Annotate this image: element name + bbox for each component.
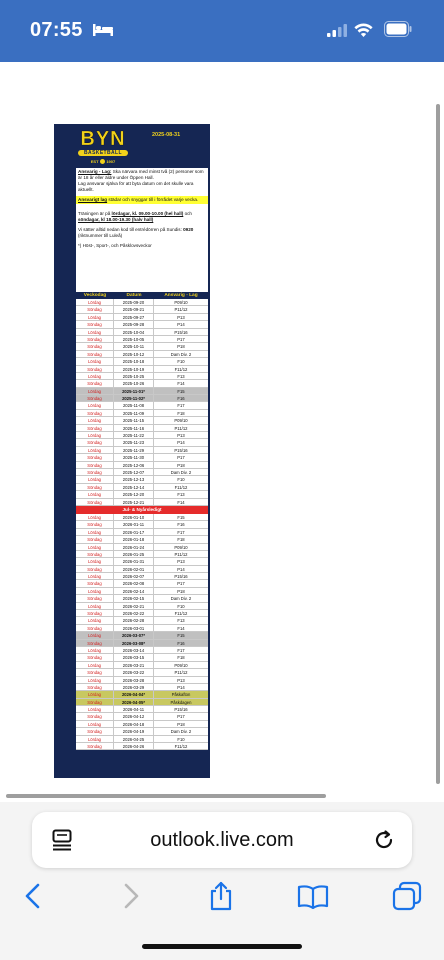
row-weekday: Söndag: [76, 728, 114, 734]
table-row: [76, 373, 208, 380]
address-bar[interactable]: [32, 812, 412, 868]
row-team: F13: [177, 618, 185, 624]
table-row: [76, 410, 208, 417]
schedule-notes: [76, 168, 208, 292]
row-team: P18: [177, 462, 185, 468]
row-team: P13: [177, 559, 185, 565]
row-weekday: Söndag: [76, 469, 114, 475]
row-team: P17: [177, 336, 185, 342]
schedule-date: 2025-08-31: [152, 132, 181, 138]
table-row: [76, 580, 208, 587]
row-team: P09/10: [174, 418, 188, 424]
row-team: P13: [177, 677, 185, 683]
table-row: [76, 610, 208, 617]
row-weekday: Lördag: [76, 514, 114, 520]
table-row: [76, 351, 208, 358]
row-date: 2026-03-01: [114, 625, 154, 631]
row-team: P18: [177, 721, 185, 727]
row-weekday: Söndag: [76, 743, 114, 749]
table-row: [76, 299, 208, 306]
row-date: 2026-03-07*: [114, 632, 154, 638]
row-date: 2025-11-01*: [114, 388, 154, 394]
table-row: [76, 632, 208, 639]
row-weekday: Lördag: [76, 632, 114, 638]
row-weekday: Söndag: [76, 625, 114, 631]
row-team: F17: [177, 647, 185, 653]
row-team: P13: [177, 433, 185, 439]
row-team: F10: [177, 477, 185, 483]
row-date: 2025-10-05: [114, 336, 154, 342]
row-date: 2025-11-15: [114, 417, 154, 423]
row-weekday: Söndag: [76, 306, 114, 312]
row-team: P18: [177, 588, 185, 594]
row-weekday: Söndag: [76, 713, 114, 719]
table-row: [76, 625, 208, 632]
row-team: F10: [177, 736, 185, 742]
reload-icon[interactable]: [372, 828, 396, 852]
row-date: 2026-04-12: [114, 713, 154, 719]
row-weekday: Söndag: [76, 462, 114, 468]
note-swap: Lag ansvarar själva för att byta datum om det skulle vara aktuellt.: [78, 181, 194, 192]
row-date: 2026-04-05*: [114, 699, 154, 705]
table-row: [76, 551, 208, 558]
row-team: P09/10: [174, 544, 188, 550]
url-text[interactable]: outlook.live.com: [150, 829, 294, 851]
table-row: [76, 736, 208, 743]
row-team: P15/16: [174, 329, 188, 335]
row-date: 2026-02-07: [114, 573, 154, 579]
row-weekday: Lördag: [76, 432, 114, 438]
row-date: 2026-02-08: [114, 580, 154, 586]
row-team: F18: [177, 655, 185, 661]
horizontal-scrollbar[interactable]: [6, 794, 326, 798]
row-date: 2026-02-01: [114, 566, 154, 572]
row-team: F18: [177, 537, 185, 543]
row-date: 2026-04-26: [114, 743, 154, 749]
row-team: P17: [177, 581, 185, 587]
note-responsible: Ansvarig - Lag: Ska närvara med minst två (2) personer som är 18 år eller äldre under Öppen Hall.: [78, 169, 204, 180]
row-date: 2025-09-28: [114, 321, 154, 327]
row-weekday: Lördag: [76, 721, 114, 727]
table-row: [76, 529, 208, 536]
table-row: [76, 454, 208, 461]
note-cleaning: Ansvarigt lag städar och snyggar till i förrådet varje vecka.: [76, 196, 208, 204]
row-team: F15: [177, 514, 185, 520]
row-date: 2025-11-22: [114, 432, 154, 438]
row-date: 2026-03-08*: [114, 640, 154, 646]
row-weekday: Söndag: [76, 425, 114, 431]
row-weekday: Lördag: [76, 299, 114, 305]
table-row: [76, 647, 208, 654]
row-weekday: Söndag: [76, 499, 114, 505]
logo-basketball-bar: BASKETBALL: [78, 150, 128, 156]
table-row: [76, 654, 208, 661]
row-weekday: Lördag: [76, 329, 114, 335]
row-weekday: Söndag: [76, 610, 114, 616]
row-weekday: Lördag: [76, 491, 114, 497]
row-team: P14: [177, 440, 185, 446]
note-training: Träningen är på lördagar, kl. 09.00-10.00 (hel hall) och söndagar, kl 18.00-19.30 (halv hall): [78, 211, 192, 222]
row-team: Dam Div. 2: [170, 351, 192, 357]
row-team: F17: [177, 529, 185, 535]
row-weekday: Lördag: [76, 617, 114, 623]
row-weekday: Söndag: [76, 454, 114, 460]
row-date: 2026-03-28: [114, 677, 154, 683]
table-row: [76, 669, 208, 676]
row-weekday: Lördag: [76, 706, 114, 712]
row-date: 2025-09-21: [114, 306, 154, 312]
row-weekday: Lördag: [76, 544, 114, 550]
table-row: [76, 417, 208, 424]
table-row: [76, 432, 208, 439]
table-row: [76, 499, 208, 506]
row-team: P14: [177, 566, 185, 572]
row-team: F16: [177, 396, 185, 402]
table-row: [76, 713, 208, 720]
row-weekday: Söndag: [76, 669, 114, 675]
table-row: [76, 358, 208, 365]
table-row: [76, 514, 208, 521]
row-team: P09/10: [174, 662, 188, 668]
row-date: 2025-11-09: [114, 410, 154, 416]
row-team: P15/16: [174, 707, 188, 713]
sleep-focus-bed-icon: [93, 24, 113, 36]
row-date: 2025-10-26: [114, 380, 154, 386]
row-date: 2025-10-25: [114, 373, 154, 379]
row-date: 2026-04-19: [114, 728, 154, 734]
table-row: [76, 402, 208, 409]
table-row: [76, 603, 208, 610]
row-team: F11/12: [174, 366, 188, 372]
row-team: Dam Div. 2: [170, 729, 192, 735]
row-weekday: Söndag: [76, 580, 114, 586]
row-weekday: Lördag: [76, 647, 114, 653]
row-team: Dam Div. 2: [170, 469, 192, 475]
row-weekday: Lördag: [76, 603, 114, 609]
row-weekday: Söndag: [76, 380, 114, 386]
row-date: 2025-11-29: [114, 447, 154, 453]
table-row: [76, 484, 208, 491]
row-team: P09/10: [174, 300, 188, 305]
table-row: [76, 425, 208, 432]
table-row: [76, 588, 208, 595]
status-time: 07:55: [30, 19, 83, 41]
row-weekday: Söndag: [76, 640, 114, 646]
row-team: F11/12: [174, 611, 188, 617]
row-date: 2026-04-25: [114, 736, 154, 742]
tabs-icon[interactable]: [391, 880, 423, 912]
rows-autumn: [76, 299, 208, 506]
row-date: 2026-02-28: [114, 617, 154, 623]
row-team: F18: [177, 410, 185, 416]
row-date: 2026-02-21: [114, 603, 154, 609]
row-date: 2026-01-18: [114, 536, 154, 542]
header-date: Datum: [126, 293, 142, 298]
row-weekday: Söndag: [76, 566, 114, 572]
row-date: 2025-11-30: [114, 454, 154, 460]
row-date: 2025-12-07: [114, 469, 154, 475]
row-date: 2026-04-11: [114, 706, 154, 712]
table-row: [76, 595, 208, 602]
battery-icon: [384, 21, 412, 37]
row-weekday: Söndag: [76, 336, 114, 342]
header-weekday: Veckodag: [83, 293, 107, 298]
table-row: [76, 462, 208, 469]
table-row: [76, 521, 208, 528]
table-row: [76, 395, 208, 402]
forward-icon[interactable]: [114, 880, 146, 912]
row-weekday: Lördag: [76, 588, 114, 594]
row-team: P17: [177, 714, 185, 720]
row-team: P13: [177, 314, 185, 320]
bookmarks-icon[interactable]: [297, 880, 329, 912]
row-weekday: Söndag: [76, 351, 114, 357]
table-row: [76, 721, 208, 728]
row-date: 2026-04-04*: [114, 691, 154, 697]
table-row: [76, 491, 208, 498]
row-weekday: Söndag: [76, 699, 114, 705]
table-row: [76, 566, 208, 573]
table-row: [76, 544, 208, 551]
row-date: 2025-11-16: [114, 425, 154, 431]
row-weekday: Söndag: [76, 395, 114, 401]
row-date: 2026-02-22: [114, 610, 154, 616]
row-date: 2026-01-10: [114, 514, 154, 520]
logo-wordmark: BYN: [80, 128, 126, 150]
row-date: 2026-03-15: [114, 654, 154, 660]
row-team: Påskdagen: [170, 699, 192, 705]
row-team: P11/12: [174, 425, 188, 431]
table-row: [76, 439, 208, 446]
row-date: 2026-03-22: [114, 669, 154, 675]
schedule-table: [76, 292, 208, 750]
row-weekday: Lördag: [76, 736, 114, 742]
header-team: Ansvarig - Lag: [164, 293, 198, 298]
row-team: P14: [177, 322, 185, 328]
row-weekday: Lördag: [76, 662, 114, 668]
back-icon[interactable]: [18, 880, 50, 912]
row-team: F16: [177, 522, 185, 528]
row-date: 2025-10-04: [114, 329, 154, 335]
row-date: 2026-04-18: [114, 721, 154, 727]
row-team: F13: [177, 492, 185, 498]
row-team: Dam Div. 2: [170, 596, 192, 602]
table-row: [76, 380, 208, 387]
row-weekday: Söndag: [76, 684, 114, 690]
row-date: 2025-11-02*: [114, 395, 154, 401]
row-weekday: Söndag: [76, 366, 114, 372]
row-date: 2025-10-19: [114, 366, 154, 372]
club-logo: [76, 129, 130, 169]
row-date: 2026-01-11: [114, 521, 154, 527]
browser-toolbar: [0, 802, 444, 960]
row-weekday: Lördag: [76, 558, 114, 564]
row-team: F13: [177, 373, 185, 379]
row-date: 2025-12-13: [114, 476, 154, 482]
row-date: 2026-03-29: [114, 684, 154, 690]
row-weekday: Lördag: [76, 373, 114, 379]
table-row: [76, 699, 208, 706]
row-weekday: Söndag: [76, 551, 114, 557]
row-date: 2025-10-12: [114, 351, 154, 357]
table-row: [76, 617, 208, 624]
vertical-scrollbar[interactable]: [436, 104, 440, 784]
table-row: [76, 388, 208, 395]
row-date: 2025-12-21: [114, 499, 154, 505]
basketball-icon: [99, 158, 106, 165]
table-row: [76, 684, 208, 691]
table-row: [76, 558, 208, 565]
table-row: [76, 706, 208, 713]
table-row: [76, 343, 208, 350]
table-row: [76, 743, 208, 750]
row-weekday: Söndag: [76, 536, 114, 542]
table-row: [76, 476, 208, 483]
row-team: P11/12: [174, 307, 188, 313]
row-date: 2026-03-21: [114, 662, 154, 668]
row-weekday: Lördag: [76, 476, 114, 482]
row-weekday: Söndag: [76, 595, 114, 601]
row-weekday: Söndag: [76, 343, 114, 349]
row-date: 2025-12-14: [114, 484, 154, 490]
row-date: 2026-01-25: [114, 551, 154, 557]
row-weekday: Lördag: [76, 358, 114, 364]
row-team: P11/12: [174, 670, 188, 676]
row-team: P18: [177, 344, 185, 350]
row-team: F15: [177, 633, 185, 639]
row-weekday: Lördag: [76, 314, 114, 320]
logo-est: EST 1907: [90, 159, 116, 164]
row-weekday: Lördag: [76, 402, 114, 408]
row-weekday: Lördag: [76, 417, 114, 423]
table-row: [76, 336, 208, 343]
table-row: [76, 306, 208, 313]
row-team: F10: [177, 359, 185, 365]
rows-spring: [76, 514, 208, 751]
row-weekday: Söndag: [76, 521, 114, 527]
row-weekday: Söndag: [76, 410, 114, 416]
table-row: [76, 640, 208, 647]
row-date: 2025-12-06: [114, 462, 154, 468]
row-team: P14: [177, 684, 185, 690]
row-team: F14: [177, 381, 185, 387]
row-weekday: Lördag: [76, 573, 114, 579]
table-row: [76, 321, 208, 328]
row-date: 2026-01-24: [114, 544, 154, 550]
row-date: 2026-03-14: [114, 647, 154, 653]
row-team: F11/12: [174, 484, 188, 490]
row-date: 2026-01-31: [114, 558, 154, 564]
row-weekday: Söndag: [76, 484, 114, 490]
table-row: [76, 329, 208, 336]
table-row: [76, 366, 208, 373]
row-team: F14: [177, 499, 185, 505]
row-date: 2025-10-18: [114, 358, 154, 364]
row-weekday: Söndag: [76, 321, 114, 327]
row-team: F10: [177, 603, 185, 609]
row-team: F15: [177, 388, 185, 394]
row-date: 2026-02-15: [114, 595, 154, 601]
row-team: Påskafton: [171, 692, 191, 698]
row-weekday: Lördag: [76, 529, 114, 535]
schedule-image: [54, 124, 210, 778]
share-icon[interactable]: [205, 880, 237, 912]
row-weekday: Lördag: [76, 691, 114, 697]
row-team: F16: [177, 640, 185, 646]
table-row: [76, 691, 208, 698]
row-date: 2025-11-08: [114, 402, 154, 408]
row-team: F14: [177, 625, 185, 631]
row-date: 2025-10-11: [114, 343, 154, 349]
status-bar: [0, 0, 444, 62]
table-row: [76, 677, 208, 684]
table-row: [76, 447, 208, 454]
table-row: [76, 662, 208, 669]
row-date: 2025-11-23: [114, 439, 154, 445]
table-header: [76, 292, 208, 299]
row-date: 2025-09-27: [114, 314, 154, 320]
row-date: 2026-02-14: [114, 588, 154, 594]
row-date: 2025-12-20: [114, 491, 154, 497]
row-date: 2026-01-17: [114, 529, 154, 535]
note-door-code: Vi sätter alltid nedan kod till entrédörren på Sundis: 0920 (riktnummer till Luleå): [78, 227, 194, 238]
row-weekday: Söndag: [76, 654, 114, 660]
cellular-signal-icon: [327, 24, 347, 37]
holiday-banner: Jul- & Nyårsledigt: [76, 506, 208, 514]
row-weekday: Lördag: [76, 447, 114, 453]
row-team: P11/12: [174, 551, 188, 557]
table-row: [76, 469, 208, 476]
row-team: P15/16: [174, 574, 188, 580]
row-weekday: Söndag: [76, 439, 114, 445]
row-team: F17: [177, 403, 185, 409]
wifi-icon: [354, 22, 373, 37]
table-row: [76, 314, 208, 321]
row-team: P15/16: [174, 447, 188, 453]
table-row: [76, 536, 208, 543]
row-weekday: Lördag: [76, 677, 114, 683]
row-date: 2025-09-20: [114, 299, 154, 305]
row-team: F11/12: [174, 744, 188, 750]
row-weekday: Lördag: [76, 388, 114, 394]
note-holidays: *) Höst-, Sport-, och Påsklovsveckor: [78, 243, 152, 248]
row-team: P17: [177, 455, 185, 461]
table-row: [76, 573, 208, 580]
table-row: [76, 728, 208, 735]
home-indicator: [142, 944, 302, 949]
